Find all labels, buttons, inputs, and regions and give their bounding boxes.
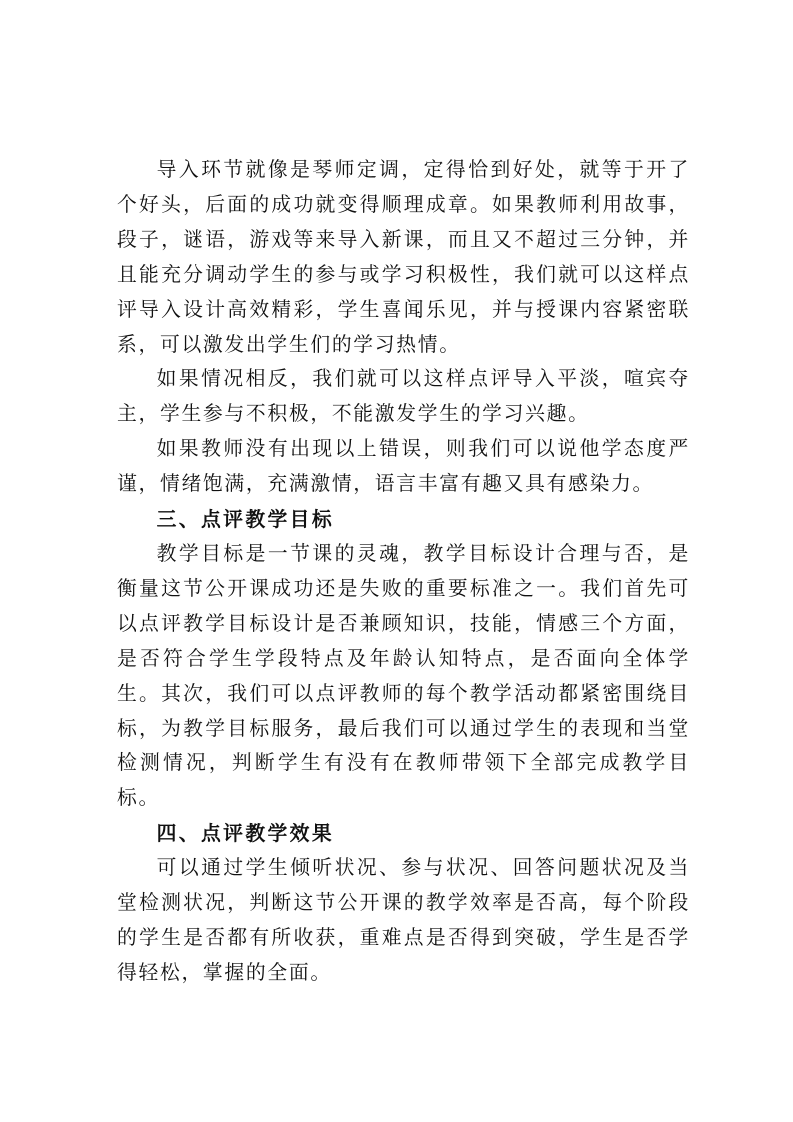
section-heading-teaching-effect: 四、点评教学效果	[156, 821, 335, 846]
section-heading-teaching-goals: 三、点评教学目标	[156, 507, 335, 532]
paragraph-intro-design: 导入环节就像是琴师定调，定得恰到好处，就等于开了个好头，后面的成功就变得顺理成章。如果教师利用故事，段子，谜语，游戏等来导入新课，而且又不超过三分钟，并且能充分调动学生的参与或学习积极性，我们就可以这样点评导入设计高效精彩，学生喜闻乐见，并与授课内容紧密联系，可以激发出学生们的学习热情。	[117, 158, 690, 356]
paragraph-opposite-case: 如果情况相反，我们就可以这样点评导入平淡，喧宾夺主，学生参与不积极，不能激发学生的学习兴趣。	[117, 367, 690, 426]
paragraph-no-errors: 如果教师没有出现以上错误，则我们可以说他学态度严谨，情绪饱满，充满激情，语言丰富有趣又具有感染力。	[117, 437, 690, 496]
document-page	[117, 153, 690, 991]
paragraph-teaching-goals: 教学目标是一节课的灵魂，教学目标设计合理与否，是衡量这节公开课成功还是失败的重要标准之一。我们首先可以点评教学目标设计是否兼顾知识，技能，情感三个方面，是否符合学生学段特点及年龄认知特点，是否面向全体学生。其次，我们可以点评教师的每个教学活动都紧密围绕目标，为教学目标服务，最后我们可以通过学生的表现和当堂检测情况，判断学生有没有在教师带领下全部完成教学目标。	[117, 541, 690, 810]
paragraph-teaching-effect: 可以通过学生倾听状况、参与状况、回答问题状况及当堂检测状况，判断这节公开课的教学效率是否高，每个阶段的学生是否都有所收获，重难点是否得到突破，学生是否学得轻松，掌握的全面。	[117, 856, 690, 984]
